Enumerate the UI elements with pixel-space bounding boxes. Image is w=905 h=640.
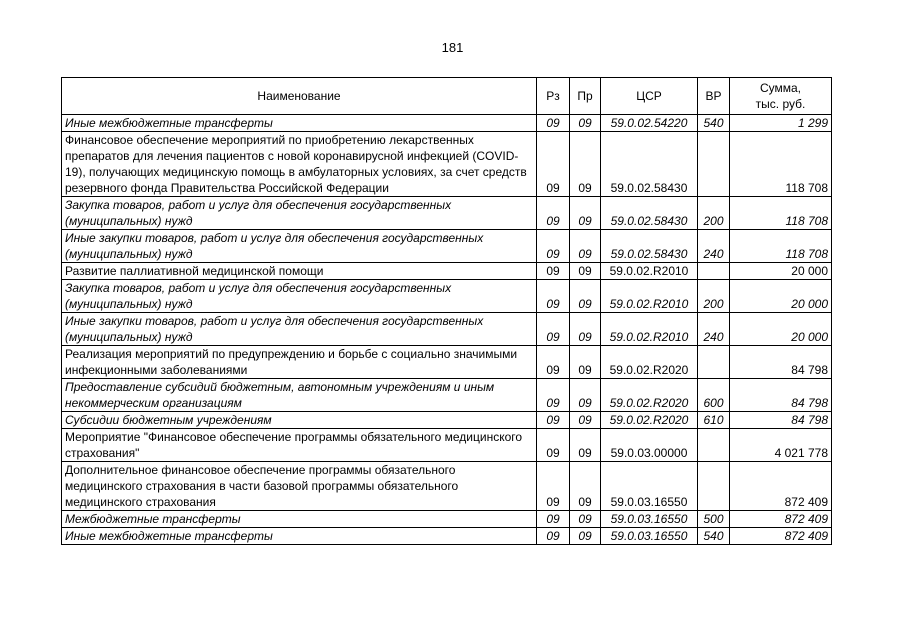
header-csr: ЦСР [601,78,698,115]
cell-vr: 540 [698,115,730,132]
cell-vr: 600 [698,379,730,412]
cell-csr: 59.0.02.R2020 [601,412,698,429]
cell-csr: 59.0.02.58430 [601,132,698,197]
cell-rz: 09 [537,528,570,545]
cell-rz: 09 [537,511,570,528]
cell-vr: 610 [698,412,730,429]
cell-name: Иные закупки товаров, работ и услуг для обеспечения государственных (муниципальных) нужд [62,230,537,263]
cell-name: Мероприятие "Финансовое обеспечение программы обязательного медицинского страхования" [62,429,537,462]
header-sum-line1: Сумма, [759,81,802,95]
cell-csr: 59.0.03.16550 [601,462,698,511]
cell-pr: 09 [570,115,601,132]
cell-vr: 540 [698,528,730,545]
cell-pr: 09 [570,197,601,230]
cell-rz: 09 [537,429,570,462]
cell-csr: 59.0.02.58430 [601,197,698,230]
cell-sum: 84 798 [730,346,832,379]
table-row [62,511,832,528]
cell-vr: 200 [698,280,730,313]
cell-vr [698,346,730,379]
table-row [62,230,832,263]
cell-pr: 09 [570,230,601,263]
cell-rz: 09 [537,346,570,379]
header-rz: Рз [537,78,570,115]
cell-csr: 59.0.02.54220 [601,115,698,132]
table-body [62,115,832,545]
table-row [62,462,832,511]
cell-name: Дополнительное финансовое обеспечение программы обязательного медицинского страхования в части базовой программы обязательного медицинского страхования [62,462,537,511]
cell-sum: 20 000 [730,263,832,280]
table-row [62,115,832,132]
cell-name: Реализация мероприятий по предупреждению и борьбе с социально значимыми инфекционными заболеваниями [62,346,537,379]
cell-name: Финансовое обеспечение мероприятий по приобретению лекарственных препаратов для лечения пациентов с новой коронавирусной инфекцией (COVID-19), получающих медицинскую помощь в амбулаторных условиях, за счет средств резервного фонда Правительства Российской Федерации [62,132,537,197]
cell-pr: 09 [570,263,601,280]
table-row [62,313,832,346]
header-pr: Пр [570,78,601,115]
cell-pr: 09 [570,280,601,313]
cell-vr: 200 [698,197,730,230]
cell-name: Развитие паллиативной медицинской помощи [62,263,537,280]
table-row [62,379,832,412]
table-header-row [62,78,832,115]
header-sum-line2: тыс. руб. [755,97,806,111]
cell-name: Иные межбюджетные трансферты [62,115,537,132]
cell-name: Иные закупки товаров, работ и услуг для обеспечения государственных (муниципальных) нужд [62,313,537,346]
cell-rz: 09 [537,197,570,230]
table-row [62,197,832,230]
cell-vr [698,462,730,511]
cell-name: Субсидии бюджетным учреждениям [62,412,537,429]
cell-csr: 59.0.03.00000 [601,429,698,462]
cell-rz: 09 [537,280,570,313]
cell-vr [698,263,730,280]
cell-pr: 09 [570,412,601,429]
cell-name: Закупка товаров, работ и услуг для обеспечения государственных (муниципальных) нужд [62,280,537,313]
cell-sum: 118 708 [730,230,832,263]
cell-csr: 59.0.02.58430 [601,230,698,263]
cell-pr: 09 [570,528,601,545]
cell-vr: 240 [698,230,730,263]
cell-rz: 09 [537,115,570,132]
cell-name: Закупка товаров, работ и услуг для обеспечения государственных (муниципальных) нужд [62,197,537,230]
table-row [62,412,832,429]
cell-rz: 09 [537,462,570,511]
cell-vr: 500 [698,511,730,528]
header-name: Наименование [62,78,537,115]
cell-pr: 09 [570,429,601,462]
table-row [62,346,832,379]
table-row [62,280,832,313]
cell-csr: 59.0.02.R2020 [601,346,698,379]
cell-sum: 118 708 [730,132,832,197]
cell-pr: 09 [570,462,601,511]
cell-rz: 09 [537,313,570,346]
cell-rz: 09 [537,412,570,429]
cell-name: Иные межбюджетные трансферты [62,528,537,545]
cell-sum: 1 299 [730,115,832,132]
cell-sum: 20 000 [730,313,832,346]
cell-csr: 59.0.02.R2010 [601,280,698,313]
cell-sum: 20 000 [730,280,832,313]
cell-csr: 59.0.02.R2010 [601,263,698,280]
cell-pr: 09 [570,379,601,412]
budget-table [61,77,832,545]
header-sum [730,78,832,115]
cell-sum: 872 409 [730,528,832,545]
cell-sum: 84 798 [730,412,832,429]
cell-vr: 240 [698,313,730,346]
table-row [62,263,832,280]
cell-pr: 09 [570,511,601,528]
cell-vr [698,429,730,462]
cell-rz: 09 [537,263,570,280]
cell-sum: 872 409 [730,462,832,511]
header-vr: ВР [698,78,730,115]
cell-rz: 09 [537,379,570,412]
cell-csr: 59.0.02.R2010 [601,313,698,346]
table-row [62,429,832,462]
cell-rz: 09 [537,230,570,263]
cell-csr: 59.0.02.R2020 [601,379,698,412]
cell-sum: 118 708 [730,197,832,230]
table-row [62,528,832,545]
cell-csr: 59.0.03.16550 [601,511,698,528]
cell-pr: 09 [570,346,601,379]
cell-pr: 09 [570,132,601,197]
cell-sum: 872 409 [730,511,832,528]
cell-sum: 4 021 778 [730,429,832,462]
cell-pr: 09 [570,313,601,346]
table-row [62,132,832,197]
cell-sum: 84 798 [730,379,832,412]
cell-rz: 09 [537,132,570,197]
cell-vr [698,132,730,197]
cell-name: Межбюджетные трансферты [62,511,537,528]
cell-csr: 59.0.03.16550 [601,528,698,545]
cell-name: Предоставление субсидий бюджетным, автономным учреждениям и иным некоммерческим организациям [62,379,537,412]
page-number: 181 [441,40,464,55]
